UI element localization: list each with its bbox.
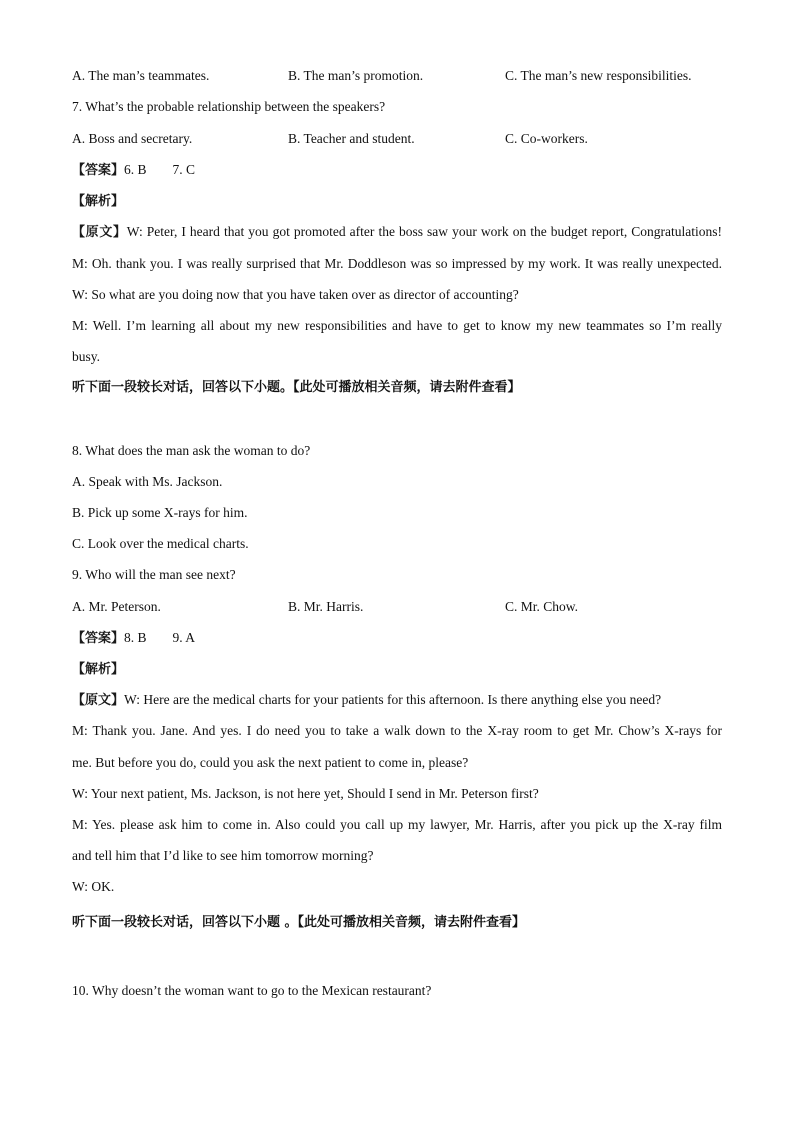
transcript-line: W: So what are you doing now that you have taken over as director of accounting? <box>72 287 519 302</box>
transcript-line: M: Thank you. Jane. And yes. I do need you to take a walk down to the X-ray room to get Mr. Chow’s X-rays for <box>72 723 722 738</box>
transcript-line <box>72 691 661 710</box>
answer-label: 【答案】 <box>72 163 125 178</box>
q8-option-a: A. Speak with Ms. Jackson. <box>72 474 223 489</box>
transcript-line: me. But before you do, could you ask the next patient to come in, please? <box>72 755 469 770</box>
q7-option-c: C. Co-workers. <box>505 131 588 146</box>
answer-line-2 <box>72 629 195 648</box>
q7-option-b: B. Teacher and student. <box>288 131 415 146</box>
q9-option-b: B. Mr. Harris. <box>288 599 364 614</box>
transcript-label: 【原文】 <box>72 693 125 708</box>
q8-stem: 8. What does the man ask the woman to do? <box>72 443 311 458</box>
section-instruction: 听下面一段较长对话，回答以下小题 。【此处可播放相关音频，请去附件查看】 <box>72 915 526 930</box>
q9-option-a: A. Mr. Peterson. <box>72 599 161 614</box>
q6-options-row <box>72 67 722 85</box>
analysis-line-1 <box>72 192 124 211</box>
q7-stem: 7. What’s the probable relationship between the speakers? <box>72 99 386 114</box>
answer-value: 9. A <box>172 630 196 645</box>
transcript-line: and tell him that I’d like to see him tomorrow morning? <box>72 848 374 863</box>
transcript-line <box>72 223 722 242</box>
q7-option-a: A. Boss and secretary. <box>72 131 193 146</box>
transcript-line: M: Yes. please ask him to come in. Also could you call up my lawyer, Mr. Harris, after you pick up the X-ray film <box>72 817 722 832</box>
q10-stem: 10. Why doesn’t the woman want to go to the Mexican restaurant? <box>72 983 432 998</box>
analysis-label: 【解析】 <box>72 194 125 209</box>
transcript-line: W: Your next patient, Ms. Jackson, is not here yet, Should I send in Mr. Peterson first? <box>72 786 539 801</box>
answer-label: 【答案】 <box>72 631 125 646</box>
section-instruction: 听下面一段较长对话，回答以下小题。【此处可播放相关音频，请去附件查看】 <box>72 380 521 395</box>
q9-stem: 9. Who will the man see next? <box>72 567 236 582</box>
transcript-line: W: OK. <box>72 879 115 894</box>
q8-option-b: B. Pick up some X-rays for him. <box>72 505 248 520</box>
q9-option-c: C. Mr. Chow. <box>505 599 579 614</box>
transcript-text: W: Here are the medical charts for your patients for this afternoon. Is there anything else you need? <box>124 692 662 707</box>
q8-option-c: C. Look over the medical charts. <box>72 536 249 551</box>
answer-line-1 <box>72 161 195 180</box>
transcript-text: W: Peter, I heard that you got promoted after the boss saw your work on the budget report, Congratulations! <box>126 224 722 239</box>
answer-value: 7. C <box>172 162 196 177</box>
answer-value: 6. B <box>124 162 147 177</box>
q6-option-a: A. The man’s teammates. <box>72 68 210 83</box>
transcript-label: 【原文】 <box>72 225 127 240</box>
q6-option-b: B. The man’s promotion. <box>288 68 424 83</box>
analysis-label: 【解析】 <box>72 662 125 677</box>
transcript-line: busy. <box>72 349 101 364</box>
answer-value: 8. B <box>124 630 147 645</box>
transcript-line: M: Oh. thank you. I was really surprised that Mr. Doddleson was so impressed by my work. It was really unexpected. <box>72 256 722 271</box>
analysis-line-2 <box>72 660 124 679</box>
q9-options-row <box>72 598 722 616</box>
transcript-line: M: Well. I’m learning all about my new responsibilities and have to get to know my new teammates so I’m really <box>72 318 722 333</box>
q6-option-c: C. The man’s new responsibilities. <box>505 68 692 83</box>
q7-options-row <box>72 130 722 148</box>
